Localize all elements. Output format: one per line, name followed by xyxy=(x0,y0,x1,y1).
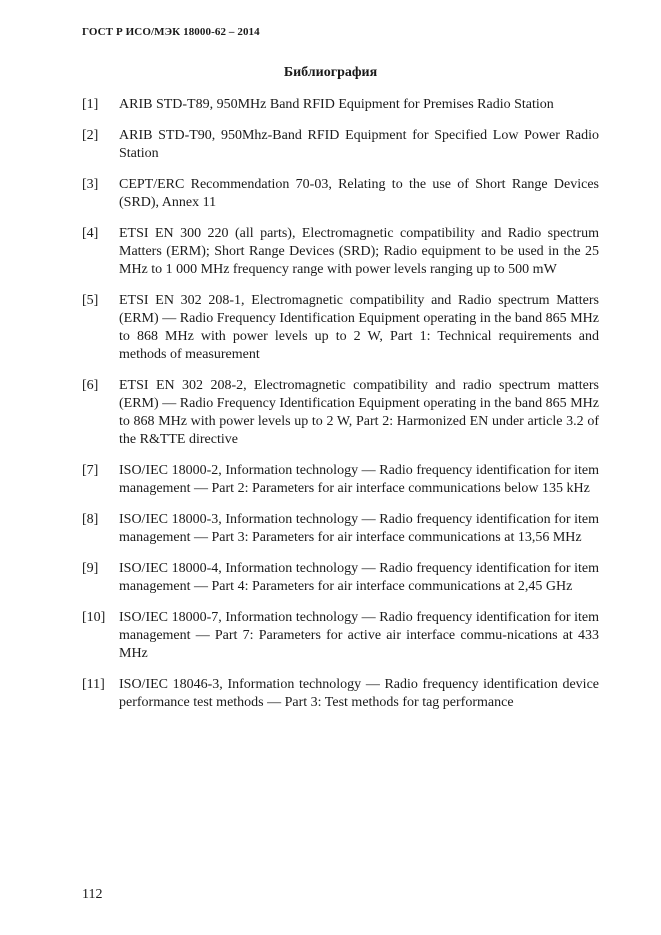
entry-text: ISO/IEC 18000-2, Information technology — Radio frequency identification for item management — Part 2: Parameters for air interface communications below 135 kHz xyxy=(119,463,599,496)
bibliography-entry xyxy=(82,377,599,449)
bibliography-entry xyxy=(82,292,599,364)
bibliography-entry xyxy=(82,127,599,163)
entry-number: [1] xyxy=(82,97,99,112)
entry-text: CEPT/ERC Recommendation 70-03, Relating to the use of Short Range Devices (SRD), Annex 11 xyxy=(119,177,599,210)
entry-number: [2] xyxy=(82,128,99,143)
entry-number: [3] xyxy=(82,177,99,192)
entry-number: [4] xyxy=(82,226,99,241)
bibliography-entry xyxy=(82,676,599,712)
bibliography-entry xyxy=(82,225,599,279)
bibliography-entry xyxy=(82,176,599,212)
entry-number: [5] xyxy=(82,293,99,308)
entry-number: [8] xyxy=(82,512,99,527)
bibliography-entry xyxy=(82,560,599,596)
entry-text: ETSI EN 302 208-1, Electromagnetic compatibility and Radio spectrum Matters (ERM) — Radio Frequency Identification Equipment operating in the band 865 MHz to 868 MHz with power levels up to 2 W, Part 1: Technical requirements and methods of measurement xyxy=(119,293,599,362)
entry-number: [7] xyxy=(82,463,99,478)
entry-text: ETSI EN 302 208-2, Electromagnetic compatibility and radio spectrum matters (ERM) — Radio Frequency Identification Equipment operating in the band 865 MHz to 868 MHz with power levels up to 2 W, Part 2: Harmonized EN under article 3.2 of the R&TTE directive xyxy=(119,378,599,447)
entry-text: ISO/IEC 18000-7, Information technology — Radio frequency identification for item management — Part 7: Parameters for active air interface commu-nications at 433 MHz xyxy=(119,610,599,661)
document-header: ГОСТ Р ИСО/МЭК 18000-62 – 2014 xyxy=(82,26,260,38)
bibliography-entry xyxy=(82,511,599,547)
bibliography-entry xyxy=(82,609,599,663)
entry-text: ARIB STD-T90, 950Mhz-Band RFID Equipment for Specified Low Power Radio Station xyxy=(119,128,599,161)
page-title: Библиография xyxy=(283,65,378,80)
bibliography-entry xyxy=(82,462,599,498)
entry-number: [11] xyxy=(82,677,105,692)
entry-text: ISO/IEC 18000-3, Information technology — Radio frequency identification for item management — Part 3: Parameters for air interface communications at 13,56 MHz xyxy=(119,512,599,545)
entry-text: ETSI EN 300 220 (all parts), Electromagnetic compatibility and Radio spectrum Matters (ERM); Short Range Devices (SRD); Radio equipment to be used in the 25 MHz to 1 000 MHz frequency range with power levels ranging up to 500 mW xyxy=(119,226,599,277)
entry-text: ARIB STD-T89, 950MHz Band RFID Equipment for Premises Radio Station xyxy=(119,97,554,112)
entry-number: [9] xyxy=(82,561,99,576)
bibliography-list xyxy=(82,96,599,725)
entry-number: [6] xyxy=(82,378,99,393)
entry-text: ISO/IEC 18000-4, Information technology — Radio frequency identification for item management — Part 4: Parameters for air interface communications at 2,45 GHz xyxy=(119,561,599,594)
bibliography-entry xyxy=(82,96,599,114)
page-number: 112 xyxy=(82,887,103,902)
entry-number: [10] xyxy=(82,610,106,625)
entry-text: ISO/IEC 18046-3, Information technology — Radio frequency identification device performance test methods — Part 3: Test methods for tag performance xyxy=(119,677,599,710)
